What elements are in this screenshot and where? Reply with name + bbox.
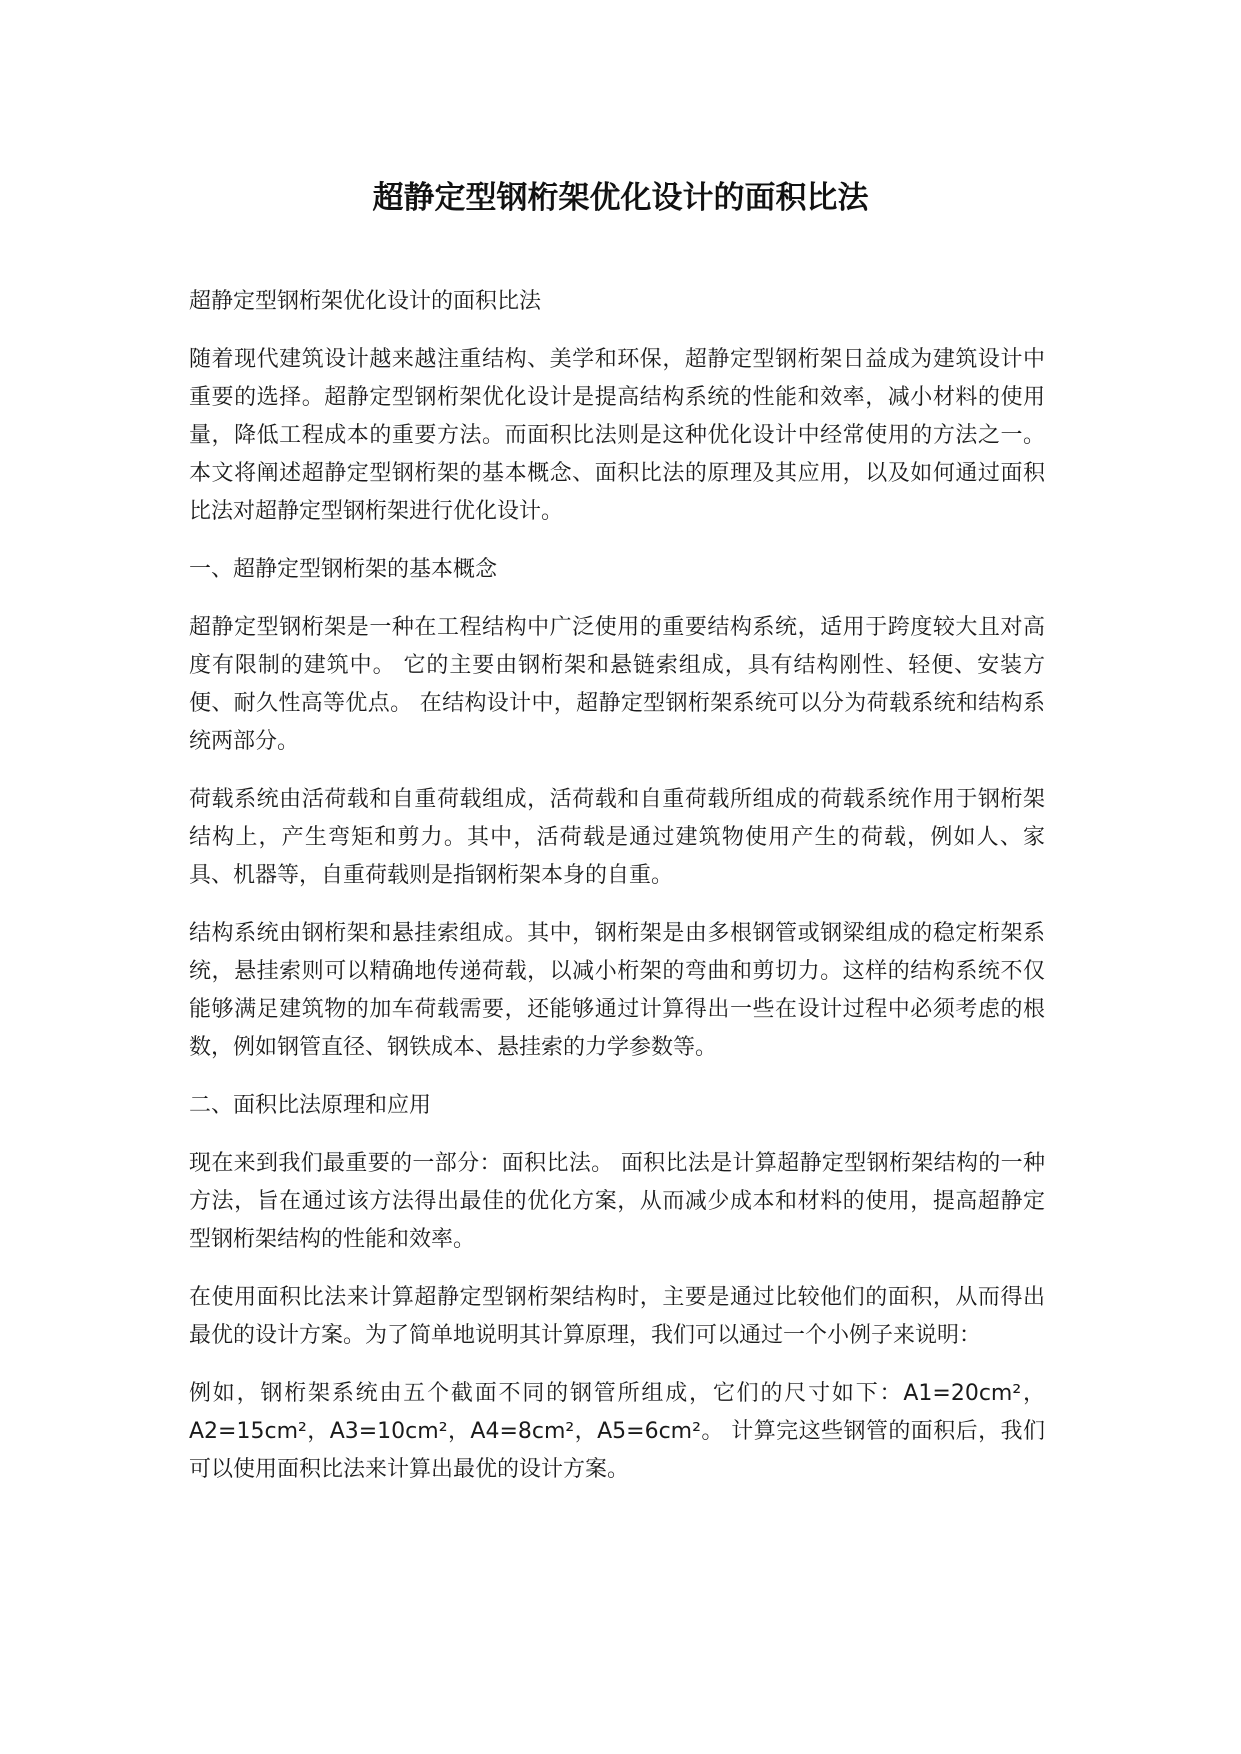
section-2-paragraph-2: 在使用面积比法来计算超静定型钢桁架结构时，主要是通过比较他们的面积，从而得出最优的设计方案。为了简单地说明其计算原理，我们可以通过一个小例子来说明： [189,1285,1045,1348]
section-2-heading: 二、面积比法原理和应用 [189,1093,432,1118]
intro-paragraph: 随着现代建筑设计越来越注重结构、美学和环保，超静定型钢桁架日益成为建筑设计中重要的选择。超静定型钢桁架优化设计是提高结构系统的性能和效率，减小材料的使用量，降低工程成本的重要方法。而面积比法则是这种优化设计中经常使用的方法之一。本文将阐述超静定型钢桁架的基本概念、面积比法的原理及其应用，以及如何通过面积比法对超静定型钢桁架进行优化设计。 [189,347,1045,524]
section-2-paragraph-1: 现在来到我们最重要的一部分：面积比法。 面积比法是计算超静定型钢桁架结构的一种方法，旨在通过该方法得出最佳的优化方案，从而减少成本和材料的使用，提高超静定型钢桁架结构的性能和效率。 [189,1151,1045,1252]
document-subtitle: 超静定型钢桁架优化设计的面积比法 [189,289,542,314]
section-1-paragraph-2: 荷载系统由活荷载和自重荷载组成，活荷载和自重荷载所组成的荷载系统作用于钢桁架结构上，产生弯矩和剪力。其中，活荷载是通过建筑物使用产生的荷载，例如人、家具、机器等，自重荷载则是指钢桁架本身的自重。 [189,787,1045,888]
section-1-paragraph-1: 超静定型钢桁架是一种在工程结构中广泛使用的重要结构系统，适用于跨度较大且对高度有限制的建筑中。 它的主要由钢桁架和悬链索组成，具有结构刚性、轻便、安装方便、耐久性高等优点。 在结构设计中，超静定型钢桁架系统可以分为荷载系统和结构系统两部分。 [189,615,1045,754]
document-body [189,283,1045,1509]
section-1-heading: 一、超静定型钢桁架的基本概念 [189,557,498,582]
document-title: 超静定型钢桁架优化设计的面积比法 [372,180,869,216]
section-1-paragraph-3: 结构系统由钢桁架和悬挂索组成。其中，钢桁架是由多根钢管或钢梁组成的稳定桁架系统，悬挂索则可以精确地传递荷载，以减小桁架的弯曲和剪切力。这样的结构系统不仅能够满足建筑物的加车荷载需要，还能够通过计算得出一些在设计过程中必须考虑的根数，例如钢管直径、钢铁成本、悬挂索的力学参数等。 [189,921,1045,1060]
section-2-paragraph-3: 例如，钢桁架系统由五个截面不同的钢管所组成，它们的尺寸如下：A1=20cm²，A2=15cm²，A3=10cm²，A4=8cm²，A5=6cm²。 计算完这些钢管的面积后，我们可以使用面积比法来计算出最优的设计方案。 [189,1381,1045,1482]
